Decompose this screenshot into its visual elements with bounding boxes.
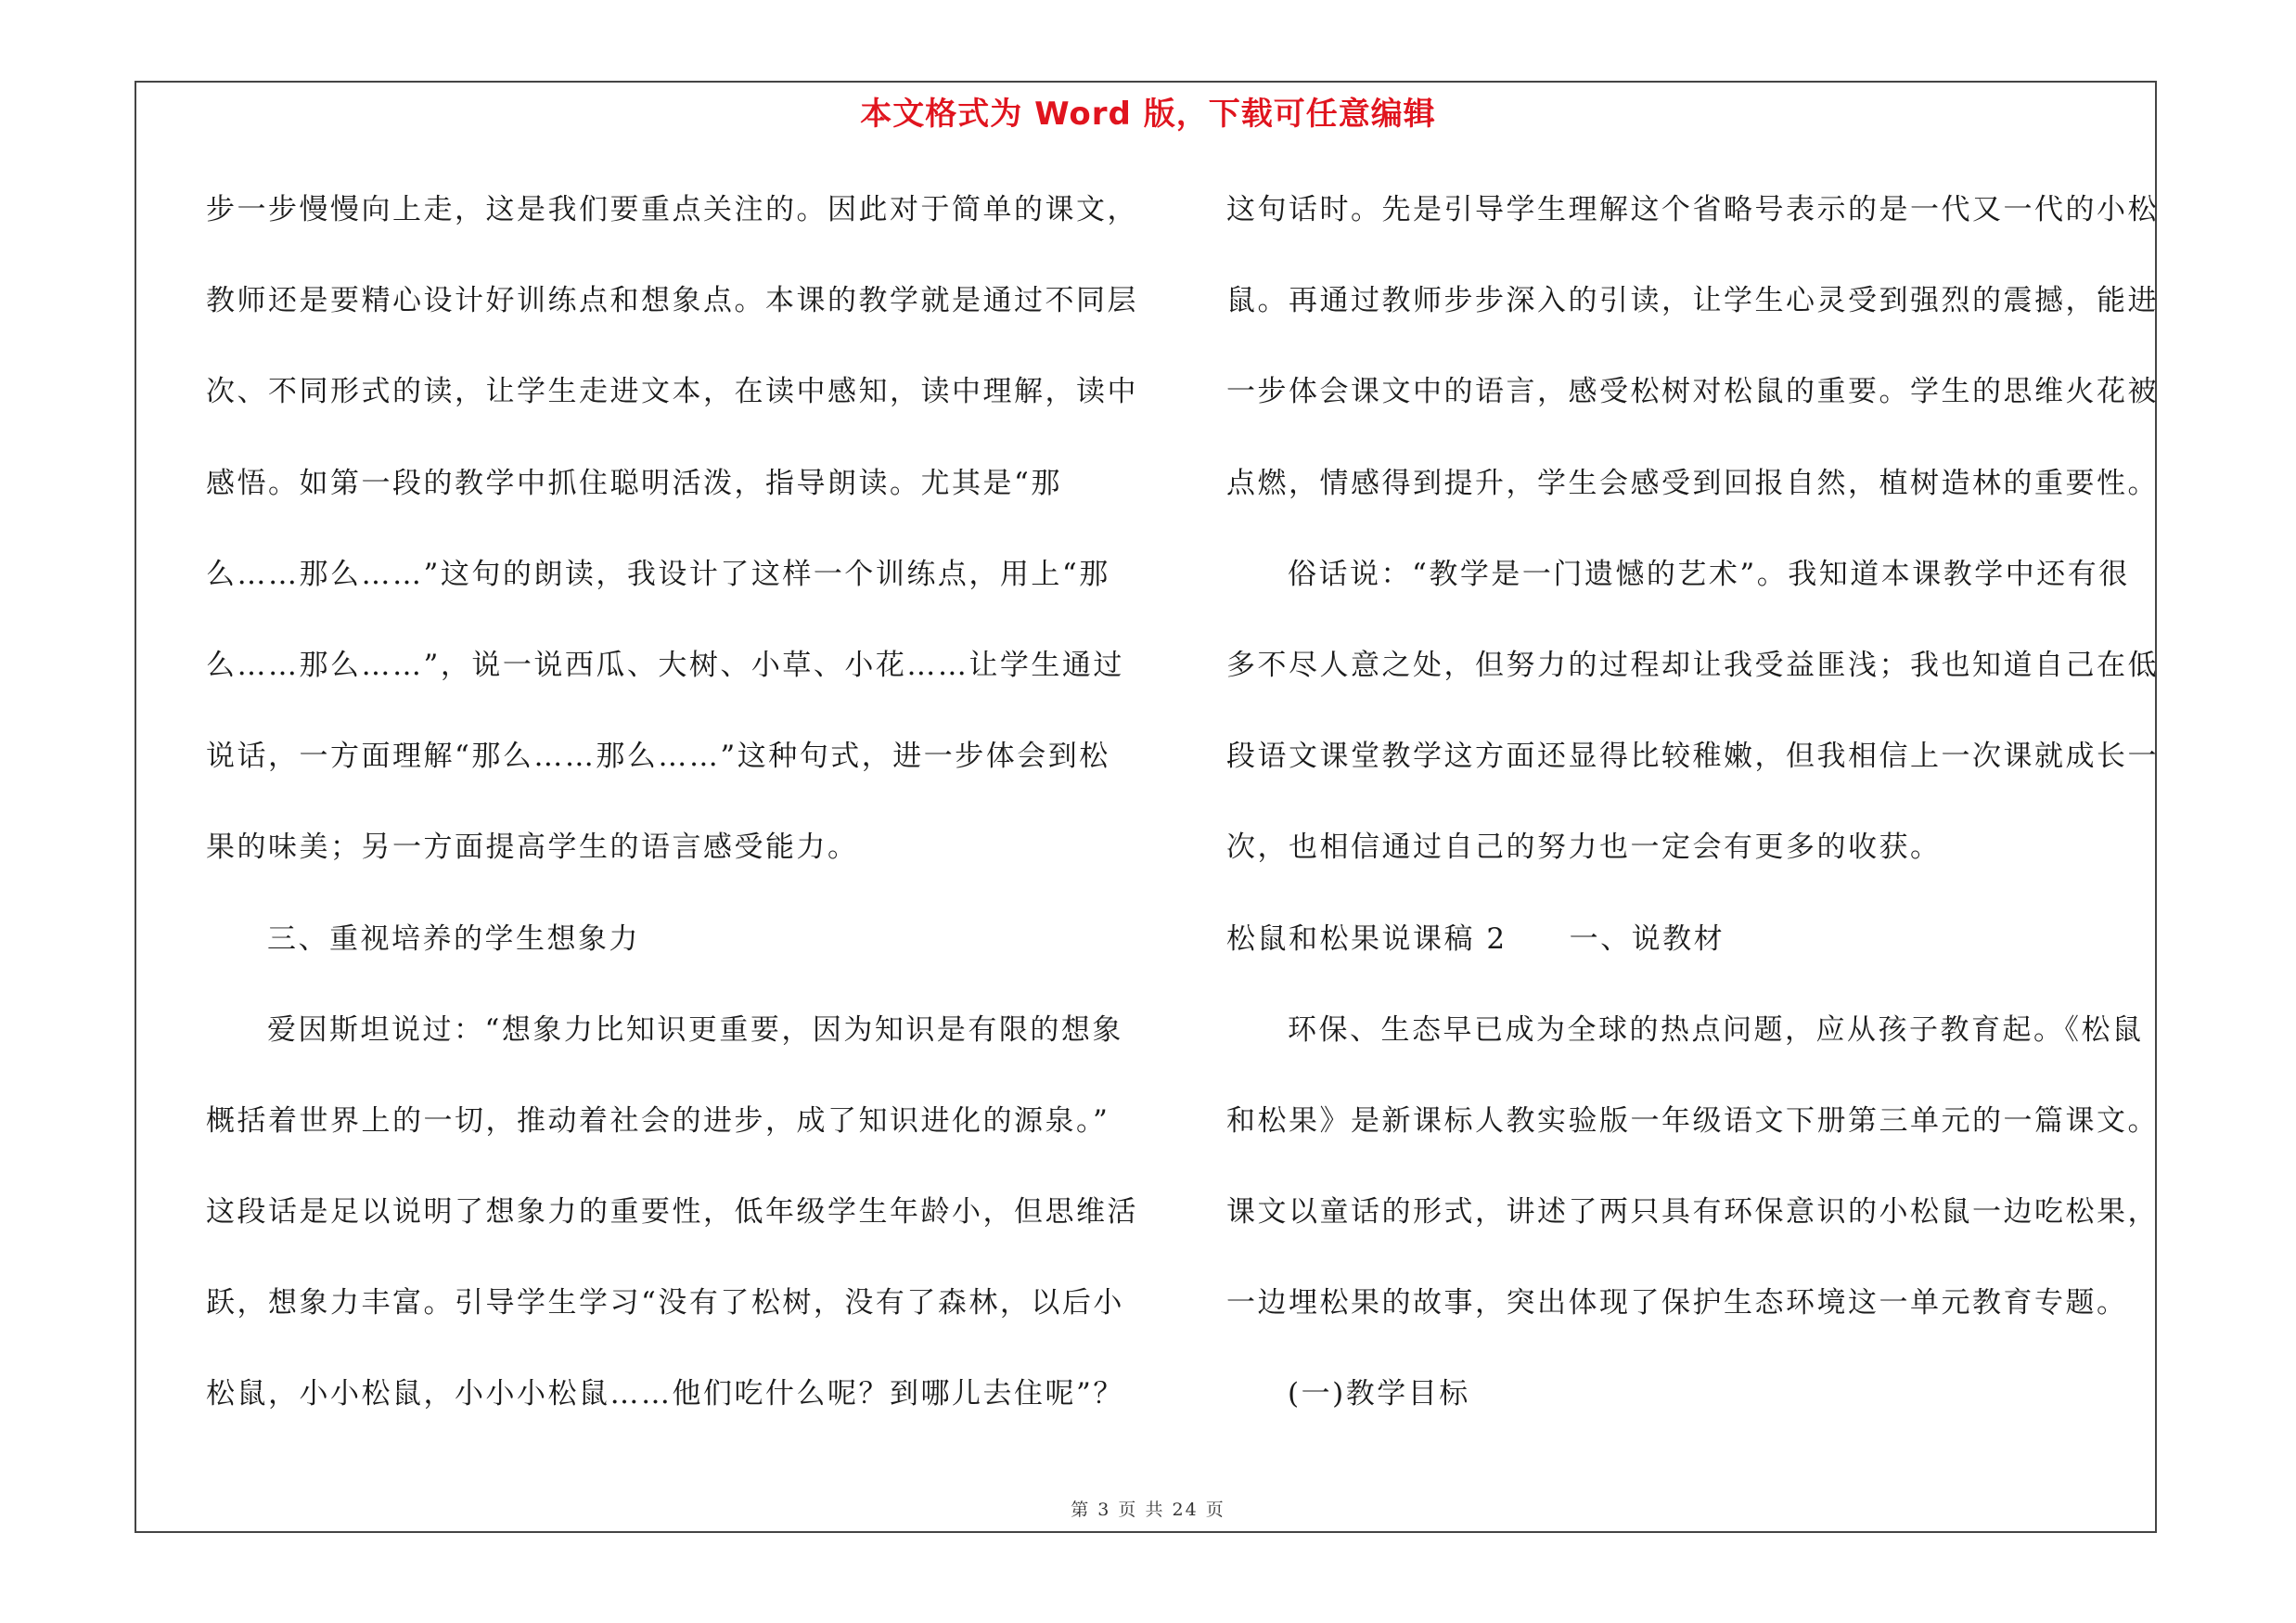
text-line: 概括着世界上的一切，推动着社会的进步，成了知识进化的源泉。” (206, 1103, 1110, 1138)
text-line: 鼠。再通过教师步步深入的引读，让学生心灵受到强烈的震撼，能进 (1226, 284, 2159, 318)
text-line: 感悟。如第一段的教学中抓住聪明活泼，指导朗读。尤其是“那 (206, 466, 1062, 500)
text-line: 俗话说：“教学是一门遗憾的艺术”。我知道本课教学中还有很 (1288, 557, 2130, 591)
page-number: 第 3 页 共 24 页 (1071, 1500, 1225, 1520)
text-line: 一步体会课文中的语言，感受松树对松鼠的重要。学生的思维火花被 (1226, 375, 2159, 409)
format-banner: 本文格式为 Word 版，下载可任意编辑 (860, 96, 1436, 133)
text-line: 这段话是足以说明了想象力的重要性，低年级学生年龄小，但思维活 (206, 1195, 1138, 1230)
text-line: 一边埋松果的故事，突出体现了保护生态环境这一单元教育专题。 (1226, 1286, 2128, 1320)
text-line: 说话，一方面理解“那么……那么……”这种句式，进一步体会到松 (206, 740, 1110, 774)
text-line: 次，也相信通过自己的努力也一定会有更多的收获。 (1226, 831, 1942, 865)
section-heading: 松鼠和松果说课稿 2 一、说教材 (1226, 921, 1725, 956)
section-heading: 三、重视培养的学生想象力 (267, 921, 640, 956)
text-line: 果的味美；另一方面提高学生的语言感受能力。 (206, 831, 859, 865)
text-line: 松鼠，小小松鼠，小小小松鼠……他们吃什么呢？到哪儿去住呢”？ (206, 1377, 1124, 1411)
text-line: 点燃，情感得到提升，学生会感受到回报自然，植树造林的重要性。 (1226, 466, 2159, 500)
text-line: 么……那么……”，说一说西瓜、大树、小草、小花……让学生通过 (206, 648, 1124, 682)
text-line: 多不尽人意之处，但努力的过程却让我受益匪浅；我也知道自己在低 (1226, 648, 2159, 682)
text-line: 么……那么……”这句的朗读，我设计了这样一个训练点，用上“那 (206, 557, 1110, 591)
text-line: 和松果》是新课标人教实验版一年级语文下册第三单元的一篇课文。 (1226, 1103, 2159, 1138)
text-line: 环保、生态早已成为全球的热点问题，应从孩子教育起。《松鼠 (1288, 1012, 2144, 1047)
text-line: 这句话时。先是引导学生理解这个省略号表示的是一代又一代的小松 (1226, 193, 2159, 226)
text-line: 爱因斯坦说过：“想象力比知识更重要，因为知识是有限的想象 (267, 1012, 1123, 1047)
text-line: 教师还是要精心设计好训练点和想象点。本课的教学就是通过不同层 (206, 284, 1138, 318)
left-column (206, 182, 1143, 1458)
section-heading: (一)教学目标 (1288, 1377, 1470, 1411)
text-line: 跃，想象力丰富。引导学生学习“没有了松树，没有了森林，以后小 (206, 1286, 1124, 1320)
text-line: 次、不同形式的读，让学生走进文本，在读中感知，读中理解，读中 (206, 375, 1138, 409)
right-column (1226, 182, 2163, 1458)
text-line: 段语文课堂教学这方面还显得比较稚嫩，但我相信上一次课就成长一 (1226, 740, 2159, 774)
text-line: 步一步慢慢向上走，这是我们要重点关注的。因此对于简单的课文， (206, 193, 1138, 226)
text-line: 课文以童话的形式，讲述了两只具有环保意识的小松鼠一边吃松果， (1226, 1195, 2159, 1230)
